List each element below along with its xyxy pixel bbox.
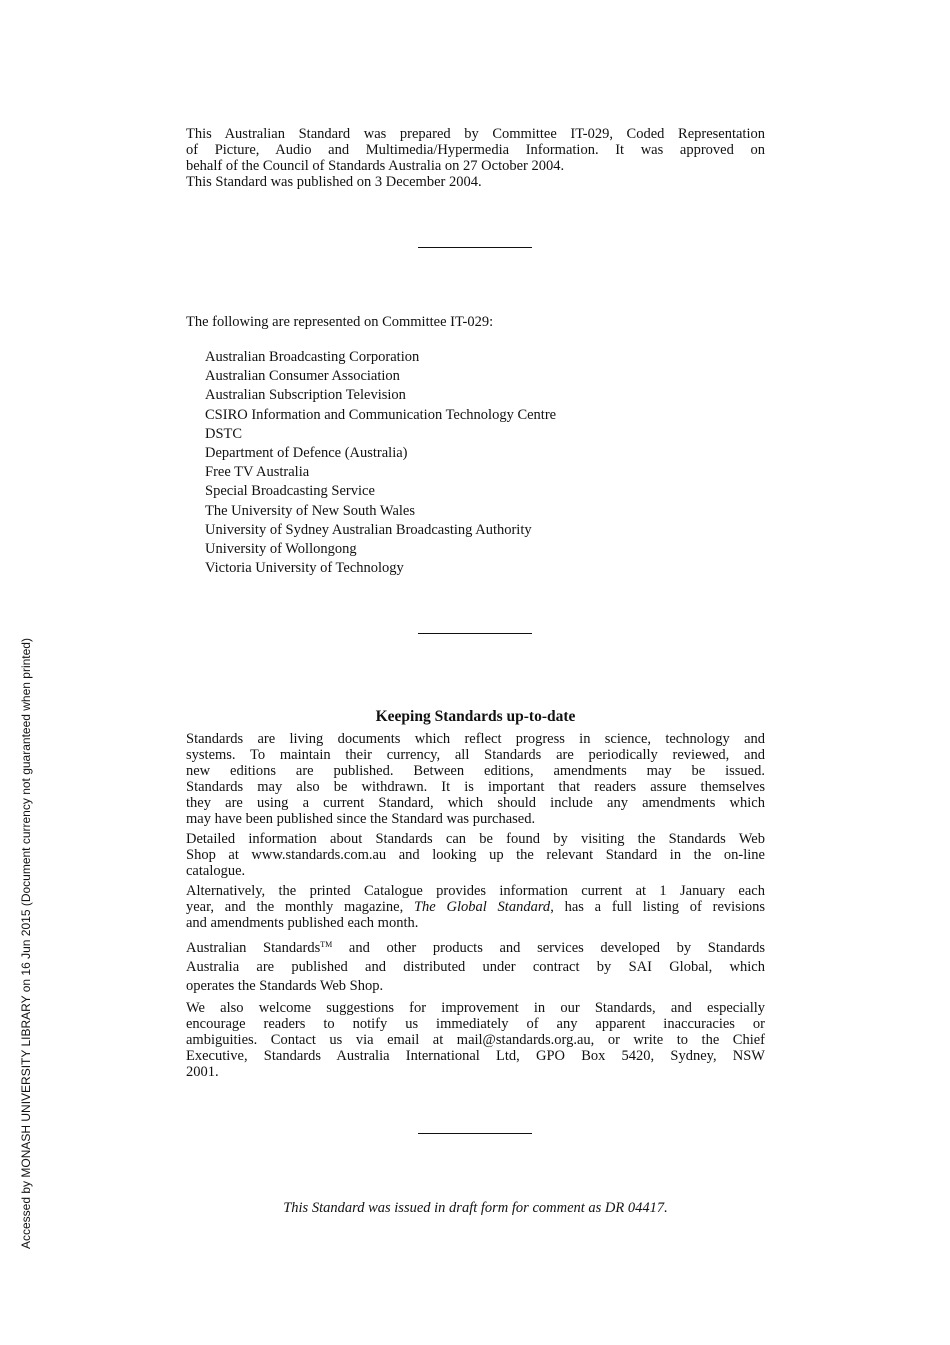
committee-member: Free TV Australia (205, 464, 310, 481)
published-date: This Standard was published on 3 December 2004. (186, 174, 482, 190)
text-line: may have been published since the Standard was purchased. (186, 811, 536, 827)
trademark-mark: TM (320, 940, 333, 949)
text-line (186, 935, 765, 958)
text-line: new editions are published. Between editions, amendments may be issued. (186, 763, 765, 779)
committee-member: DSTC (205, 425, 243, 442)
committee-member: Australian Consumer Association (205, 368, 400, 385)
paragraph (186, 831, 765, 879)
committee-member: CSIRO Information and Communication Technology Centre (205, 406, 557, 423)
magazine-title: The Global Standard (413, 899, 551, 915)
intro-line: behalf of the Council of Standards Australia on 27 October 2004. (186, 158, 565, 174)
text-line: systems. To maintain their currency, all Standards are periodically reviewed, and (186, 747, 765, 763)
committee-heading: The following are represented on Committee IT-029: (186, 314, 494, 330)
intro-line: of Picture, Audio and Multimedia/Hypermedia Information. It was approved on (186, 142, 765, 158)
text-line (186, 899, 765, 915)
text-line: ambiguities. Contact us via email at mail@standards.org.au, or write to the Chief (186, 1032, 765, 1048)
text-line: catalogue. (186, 863, 246, 879)
text-line: operates the Standards Web Shop. (186, 978, 384, 994)
text-fragment: , has a full listing of revisions (550, 899, 765, 915)
text-line: Shop at www.standards.com.au and looking up the relevant Standard in the on-line (186, 847, 765, 863)
text-line: Executive, Standards Australia International Ltd, GPO Box 5420, Sydney, NSW (186, 1048, 765, 1064)
committee-member-list (205, 348, 556, 578)
intro-paragraph (186, 126, 765, 190)
draft-note: This Standard was issued in draft form for comment as DR 04417. (283, 1200, 668, 1216)
text-line: Australia are published and distributed under contract by SAI Global, which (186, 959, 765, 975)
committee-member: Department of Defence (Australia) (205, 445, 408, 462)
paragraph (186, 1000, 765, 1080)
paragraph (186, 731, 765, 827)
keeping-section-body (186, 731, 765, 1084)
divider-rule (418, 247, 532, 248)
divider-rule (418, 1133, 532, 1134)
committee-member: Special Broadcasting Service (205, 483, 375, 500)
text-fragment: Australian Standards (186, 940, 321, 956)
committee-member: University of Sydney Australian Broadcasting Authority (205, 521, 532, 538)
committee-member: University of Wollongong (205, 541, 357, 558)
paragraph (186, 935, 765, 996)
section-title: Keeping Standards up-to-date (375, 708, 576, 725)
text-line: Alternatively, the printed Catalogue provides information current at 1 January each (186, 883, 765, 899)
text-fragment: and other products and services developed by Standards (332, 940, 765, 956)
text-line: Standards may also be withdrawn. It is important that readers assure themselves (186, 779, 765, 795)
committee-member: Victoria University of Technology (205, 560, 404, 577)
text-line: encourage readers to notify us immediately of any apparent inaccuracies or (186, 1016, 765, 1032)
text-fragment: year, and the monthly magazine, (186, 899, 414, 915)
paragraph (186, 883, 765, 931)
committee-member: Australian Broadcasting Corporation (205, 349, 420, 365)
text-line: and amendments published each month. (186, 915, 419, 931)
committee-member: Australian Subscription Television (205, 387, 406, 404)
divider-rule (418, 633, 532, 634)
text-line: We also welcome suggestions for improvement in our Standards, and especially (186, 1000, 765, 1016)
text-line: Standards are living documents which reflect progress in science, technology and (186, 731, 765, 747)
text-line: Detailed information about Standards can be found by visiting the Standards Web (186, 831, 765, 847)
text-line: they are using a current Standard, which should include any amendments which (186, 795, 765, 811)
committee-member: The University of New South Wales (205, 502, 415, 519)
access-watermark: Accessed by MONASH UNIVERSITY LIBRARY on 16 Jun 2015 (Document currency not guaranteed when printed) (19, 638, 33, 1249)
text-line: 2001. (186, 1064, 219, 1080)
intro-line: This Australian Standard was prepared by Committee IT-029, Coded Representation (186, 126, 765, 142)
